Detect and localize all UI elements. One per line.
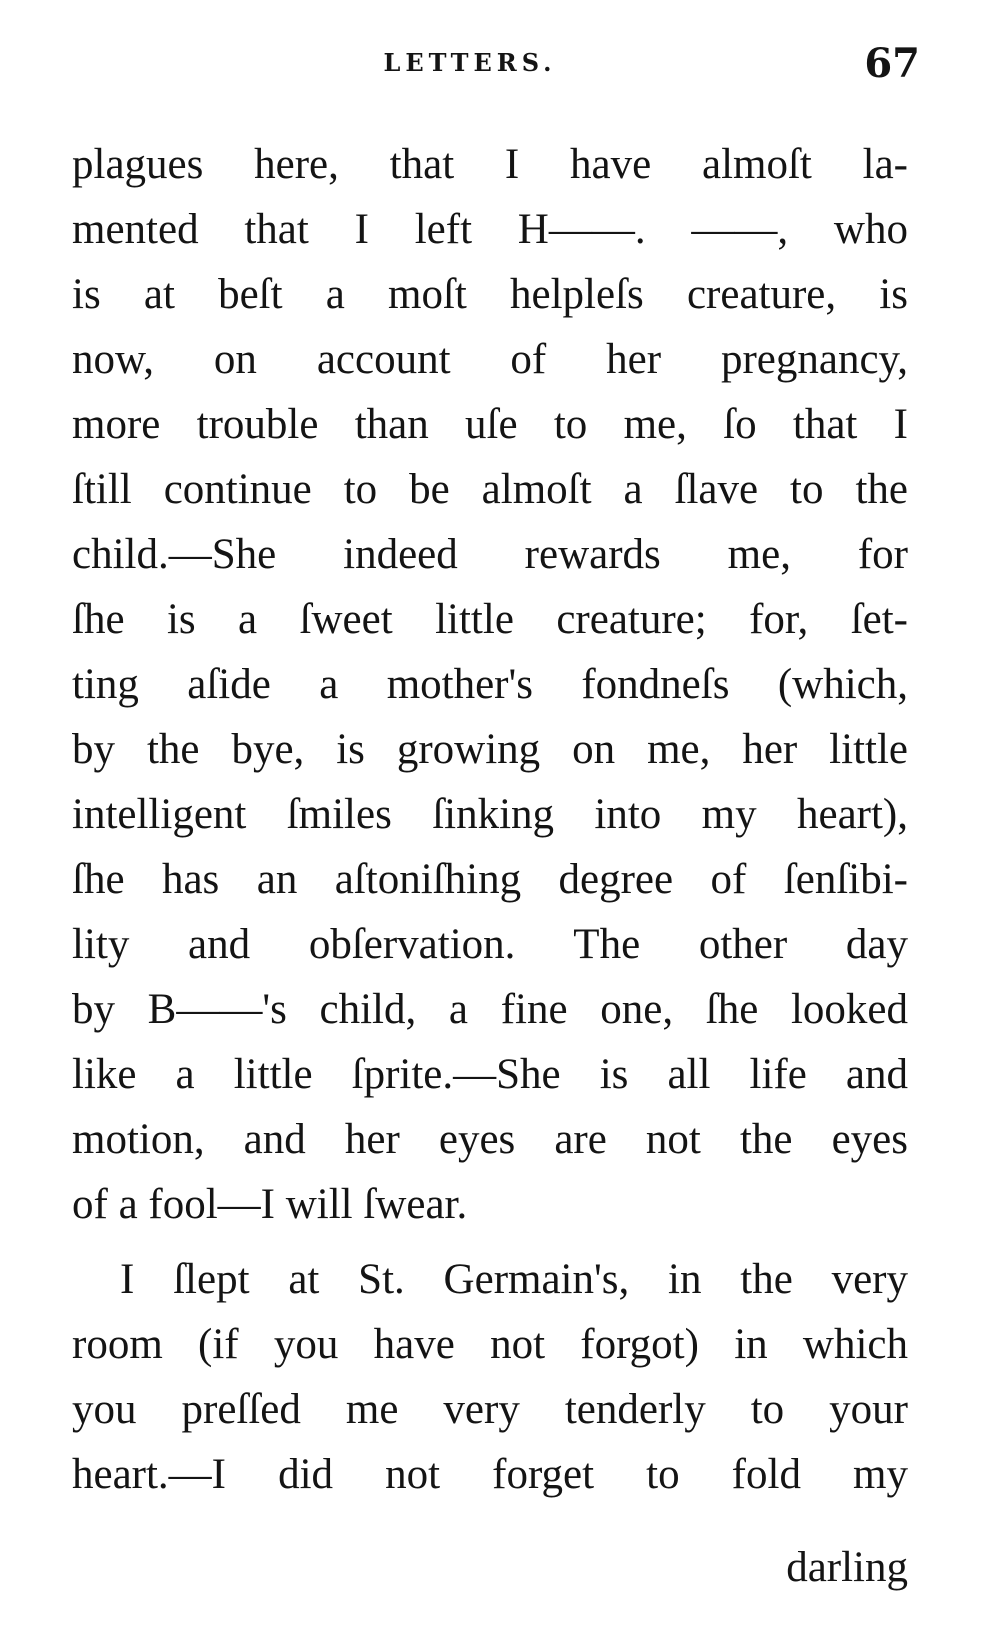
text-line: by the bye, is growing on me, her little	[72, 726, 908, 773]
page-number: 67	[864, 40, 920, 87]
paragraph-2	[72, 1247, 908, 1507]
body-text	[72, 132, 908, 1507]
text-line: more trouble than uſe to me, ſo that I	[72, 401, 908, 448]
text-line: ſhe is a ſweet little creature; for, ſet-	[72, 596, 908, 643]
text-line: ſhe has an aſtoniſhing degree of ſenſibi-	[72, 856, 908, 903]
text-line: I ſlept at St. Germain's, in the very	[120, 1256, 908, 1303]
text-line: intelligent ſmiles ſinking into my heart),	[72, 791, 908, 838]
text-line: plagues here, that I have almoſt la-	[72, 141, 908, 188]
catchword: darling	[786, 1544, 908, 1591]
text-line: is at beſt a moſt helpleſs creature, is	[72, 271, 908, 318]
text-line: ſtill continue to be almoſt a ſlave to the	[72, 466, 908, 513]
text-line: room (if you have not forgot) in which	[72, 1321, 908, 1368]
text-line: mented that I left H——. ——, who	[72, 206, 908, 253]
text-line: like a little ſprite.—She is all life and	[72, 1051, 908, 1098]
text-line: of a fool—I will ſwear.	[72, 1181, 468, 1228]
paragraph-gap	[72, 1237, 908, 1247]
paragraph-1	[72, 132, 908, 1237]
text-line: ting aſide a mother's fondneſs (which,	[72, 661, 908, 708]
text-line: by B——'s child, a fine one, ſhe looked	[72, 986, 908, 1033]
text-line: lity and obſervation. The other day	[72, 921, 908, 968]
text-line: motion, and her eyes are not the eyes	[72, 1116, 908, 1163]
text-line: child.—She indeed rewards me, for	[72, 531, 908, 578]
text-line: you preſſed me very tenderly to your	[72, 1386, 908, 1433]
text-line: now, on account of her pregnancy,	[72, 336, 908, 383]
running-title: LETTERS.	[383, 48, 557, 77]
text-line: heart.—I did not forget to fold my	[72, 1451, 908, 1498]
